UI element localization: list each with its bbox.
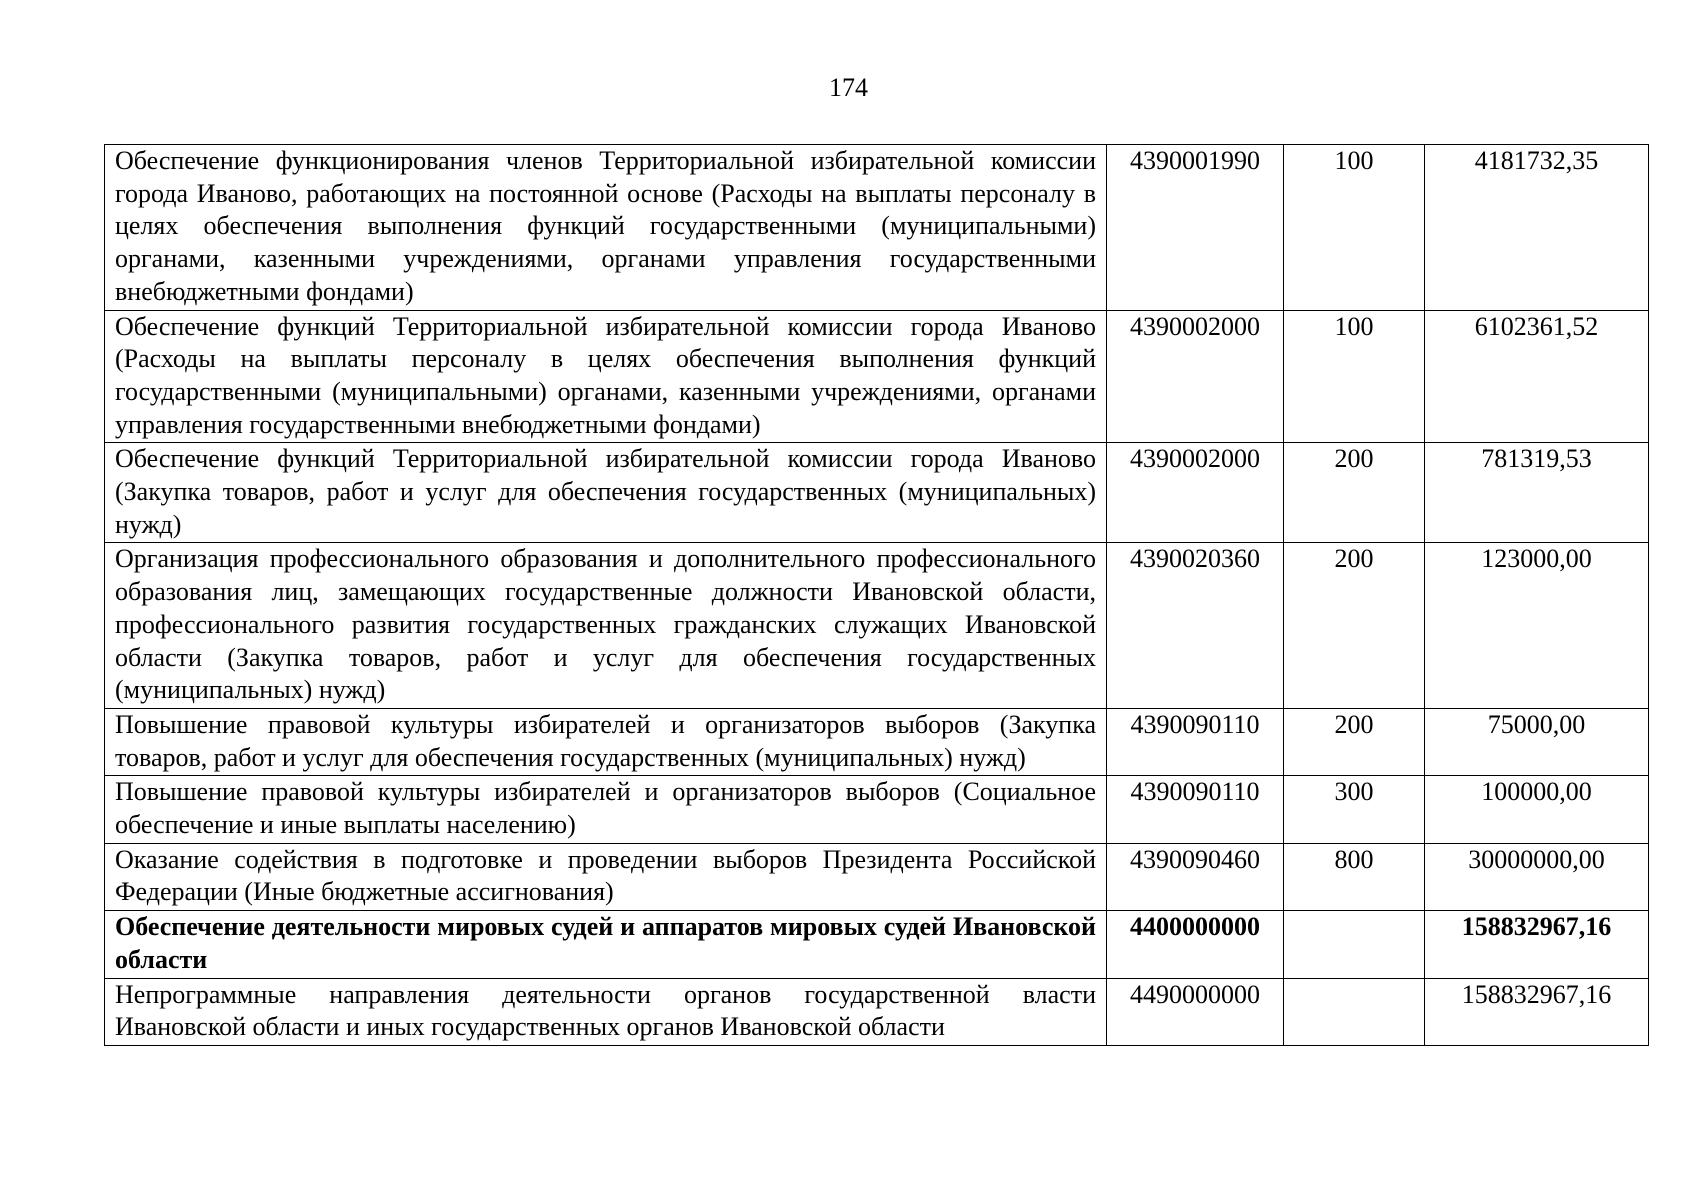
table-row <box>105 708 1649 775</box>
amount-cell: 6102361,52 <box>1425 310 1649 443</box>
table-row <box>105 776 1649 843</box>
target-article-code-cell: 4390090460 <box>1107 843 1284 910</box>
amount-cell: 158832967,16 <box>1425 978 1649 1045</box>
amount-cell: 75000,00 <box>1425 708 1649 775</box>
target-article-code-cell: 4400000000 <box>1107 911 1284 978</box>
expense-name-cell: Непрограммные направления деятельности органов государственной власти Ивановской области и иных государственных органов Ивановской области <box>105 978 1107 1045</box>
expense-name-cell: Обеспечение функционирования членов Территориальной избирательной комиссии города Иваново, работающих на постоянной основе (Расходы на выплаты персоналу в целях обеспечения выполнения функций государственными (муниципальными) органами, казенными учреждениями, органами управления государственными внебюджетными фондами) <box>105 145 1107 311</box>
budget-table-body <box>105 145 1649 1046</box>
expense-type-cell: 200 <box>1284 543 1425 709</box>
expense-type-cell: 200 <box>1284 708 1425 775</box>
expense-type-cell: 200 <box>1284 443 1425 543</box>
expense-name-cell: Повышение правовой культуры избирателей и организаторов выборов (Закупка товаров, работ и услуг для обеспечения государственных (муниципальных) нужд) <box>105 708 1107 775</box>
table-row <box>105 543 1649 709</box>
target-article-code-cell: 4390090110 <box>1107 708 1284 775</box>
table-row <box>105 443 1649 543</box>
amount-cell: 158832967,16 <box>1425 911 1649 978</box>
target-article-code-cell: 4390002000 <box>1107 310 1284 443</box>
budget-table <box>104 144 1649 1046</box>
table-row <box>105 978 1649 1045</box>
table-row <box>105 843 1649 910</box>
table-row <box>105 310 1649 443</box>
expense-type-cell: 100 <box>1284 310 1425 443</box>
amount-cell: 781319,53 <box>1425 443 1649 543</box>
table-row <box>105 145 1649 311</box>
target-article-code-cell: 4390090110 <box>1107 776 1284 843</box>
amount-cell: 30000000,00 <box>1425 843 1649 910</box>
expense-type-cell: 100 <box>1284 145 1425 311</box>
amount-cell: 4181732,35 <box>1425 145 1649 311</box>
page-number: 174 <box>829 73 868 102</box>
expense-type-cell <box>1284 911 1425 978</box>
target-article-code-cell: 4390020360 <box>1107 543 1284 709</box>
amount-cell: 100000,00 <box>1425 776 1649 843</box>
expense-name-cell: Организация профессионального образования и дополнительного профессионального образования лиц, замещающих государственные должности Ивановской области, профессионального развития государственных гражданских служащих Ивановской области (Закупка товаров, работ и услуг для обеспечения государственных (муниципальных) нужд) <box>105 543 1107 709</box>
table-row-section-total <box>105 911 1649 978</box>
expense-type-cell: 300 <box>1284 776 1425 843</box>
expense-name-cell: Оказание содействия в подготовке и проведении выборов Президента Российской Федерации (Иные бюджетные ассигнования) <box>105 843 1107 910</box>
expense-name-cell: Повышение правовой культуры избирателей и организаторов выборов (Социальное обеспечение и иные выплаты населению) <box>105 776 1107 843</box>
target-article-code-cell: 4390002000 <box>1107 443 1284 543</box>
expense-name-cell: Обеспечение деятельности мировых судей и аппаратов мировых судей Ивановской области <box>105 911 1107 978</box>
target-article-code-cell: 4390001990 <box>1107 145 1284 311</box>
expense-type-cell: 800 <box>1284 843 1425 910</box>
expense-name-cell: Обеспечение функций Территориальной избирательной комиссии города Иваново (Расходы на выплаты персоналу в целях обеспечения выполнения функций государственными (муниципальными) органами, казенными учреждениями, органами управления государственными внебюджетными фондами) <box>105 310 1107 443</box>
expense-name-cell: Обеспечение функций Территориальной избирательной комиссии города Иваново (Закупка товаров, работ и услуг для обеспечения государственных (муниципальных) нужд) <box>105 443 1107 543</box>
expense-type-cell <box>1284 978 1425 1045</box>
target-article-code-cell: 4490000000 <box>1107 978 1284 1045</box>
amount-cell: 123000,00 <box>1425 543 1649 709</box>
